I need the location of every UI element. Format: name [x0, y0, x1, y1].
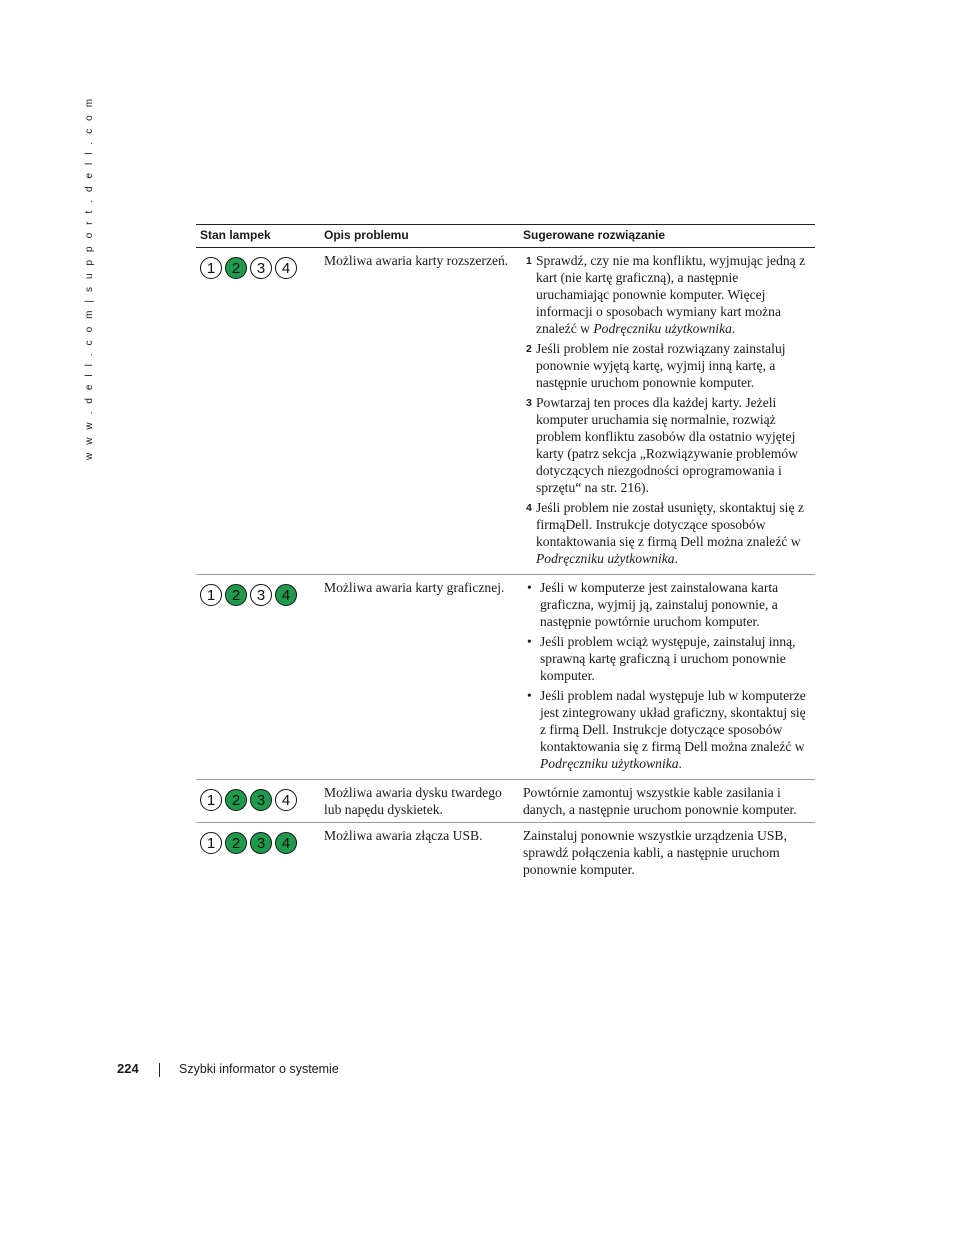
problem-cell: Możliwa awaria karty rozszerzeń.: [320, 248, 519, 575]
bullet-icon: •: [527, 580, 532, 595]
step-number: 2: [526, 343, 532, 355]
list-item: [523, 579, 811, 630]
table-row: [196, 248, 815, 575]
led-2-icon: 2: [225, 789, 247, 811]
header-problem: Opis problemu: [320, 225, 519, 248]
step-number: 4: [526, 502, 532, 514]
lights-cell: [196, 248, 320, 575]
led-3-icon: 3: [250, 789, 272, 811]
step-text: Jeśli problem nie został rozwiązany zainstaluj ponownie wyjętą kartę, wyjmij inną kartę, a następnie uruchom ponownie komputer.: [536, 341, 786, 390]
bullet-end: .: [678, 756, 682, 771]
solution-cell: [519, 575, 815, 780]
solution-steps: [523, 252, 811, 567]
lights-cell: [196, 780, 320, 823]
table-row: [196, 575, 815, 780]
solution-cell: [519, 248, 815, 575]
led-1-icon: 1: [200, 832, 222, 854]
led-2-icon: 2: [225, 584, 247, 606]
led-3-icon: 3: [250, 832, 272, 854]
step-text: Powtarzaj ten proces dla każdej karty. Jeżeli komputer uruchamia się normalnie, rozwiąż problem konfliktu zasobów dla ostatnio wyjętej karty (patrz sekcja „Rozwiązywanie problemów dotyczących niezgodności oprogramowania i sprzętu“ na str. 216).: [536, 395, 798, 495]
led-1-icon: 1: [200, 584, 222, 606]
led-group: [200, 784, 316, 811]
table-row: [196, 780, 815, 823]
led-group: [200, 827, 316, 854]
list-item: [523, 252, 811, 337]
led-1-icon: 1: [200, 789, 222, 811]
step-text: Jeśli problem nie został usunięty, skontaktuj się z firmąDell. Instrukcje dotyczące sposobów kontaktowania się z firmą Dell można znaleźć w: [536, 500, 804, 549]
led-3-icon: 3: [250, 257, 272, 279]
step-number: 3: [526, 397, 532, 409]
problem-cell: Możliwa awaria karty graficznej.: [320, 575, 519, 780]
step-text: Sprawdź, czy nie ma konfliktu, wyjmując jedną z kart (nie kartę graficzną), a następnie uruchamiając ponownie komputer. Więcej informacji o sposobach wymiany kart można znaleźć w: [536, 253, 806, 336]
list-item: [523, 687, 811, 772]
header-solution: Sugerowane rozwiązanie: [519, 225, 815, 248]
page-number: 224: [117, 1061, 139, 1076]
footer-divider: [159, 1063, 160, 1077]
table-header-row: [196, 225, 815, 248]
problem-cell: Możliwa awaria złącza USB.: [324, 828, 483, 843]
problem-cell: Możliwa awaria dysku twardego lub napędu dyskietek.: [320, 780, 519, 823]
led-group: [200, 252, 316, 279]
table-row: [196, 823, 815, 883]
bullet-icon: •: [527, 688, 532, 703]
bullet-text: Jeśli problem wciąż występuje, zainstaluj inną, sprawną kartę graficzną i uruchom ponownie komputer.: [540, 634, 796, 683]
manual-reference: Podręczniku użytkownika: [536, 551, 675, 566]
list-item: [523, 394, 811, 496]
list-item: [523, 340, 811, 391]
list-item: [523, 499, 811, 567]
led-group: [200, 579, 316, 606]
led-4-icon: 4: [275, 257, 297, 279]
bullet-text: Jeśli problem nadal występuje lub w komputerze jest zintegrowany układ graficzny, skontaktuj się z firmą Dell. Instrukcje dotyczące sposobów kontaktowania się z firmą Dell można znaleźć w: [540, 688, 806, 754]
list-item: [523, 633, 811, 684]
led-2-icon: 2: [225, 257, 247, 279]
bullet-icon: •: [527, 634, 532, 649]
solution-bullets: [523, 579, 811, 772]
footer-title: Szybki informator o systemie: [179, 1062, 339, 1076]
step-end: .: [674, 551, 678, 566]
led-4-icon: 4: [275, 832, 297, 854]
led-1-icon: 1: [200, 257, 222, 279]
led-2-icon: 2: [225, 832, 247, 854]
manual-reference: Podręczniku użytkownika: [540, 756, 679, 771]
header-lights: Stan lampek: [196, 225, 320, 248]
bullet-text: Jeśli w komputerze jest zainstalowana karta graficzna, wyjmij ją, zainstaluj ponownie, a następnie powtórnie uruchom komputer.: [540, 580, 779, 629]
step-end: .: [731, 321, 736, 336]
side-url: w w w . d e l l . c o m | s u p p o r t . d e l l . c o m: [84, 96, 95, 460]
led-3-icon: 3: [250, 584, 272, 606]
led-4-icon: 4: [275, 789, 297, 811]
manual-reference: Podręczniku użytkownika: [593, 321, 732, 336]
diagnostic-lights-table: [196, 224, 815, 882]
solution-cell: Powtórnie zamontuj wszystkie kable zasilania i danych, a następnie uruchom ponownie komputer.: [519, 780, 815, 823]
solution-cell: Zainstaluj ponownie wszystkie urządzenia USB, sprawdź połączenia kabli, a następnie uruchom ponownie komputer.: [523, 828, 787, 877]
lights-cell: [196, 575, 320, 780]
led-4-icon: 4: [275, 584, 297, 606]
lights-cell: [196, 823, 320, 883]
step-number: 1: [526, 255, 532, 267]
